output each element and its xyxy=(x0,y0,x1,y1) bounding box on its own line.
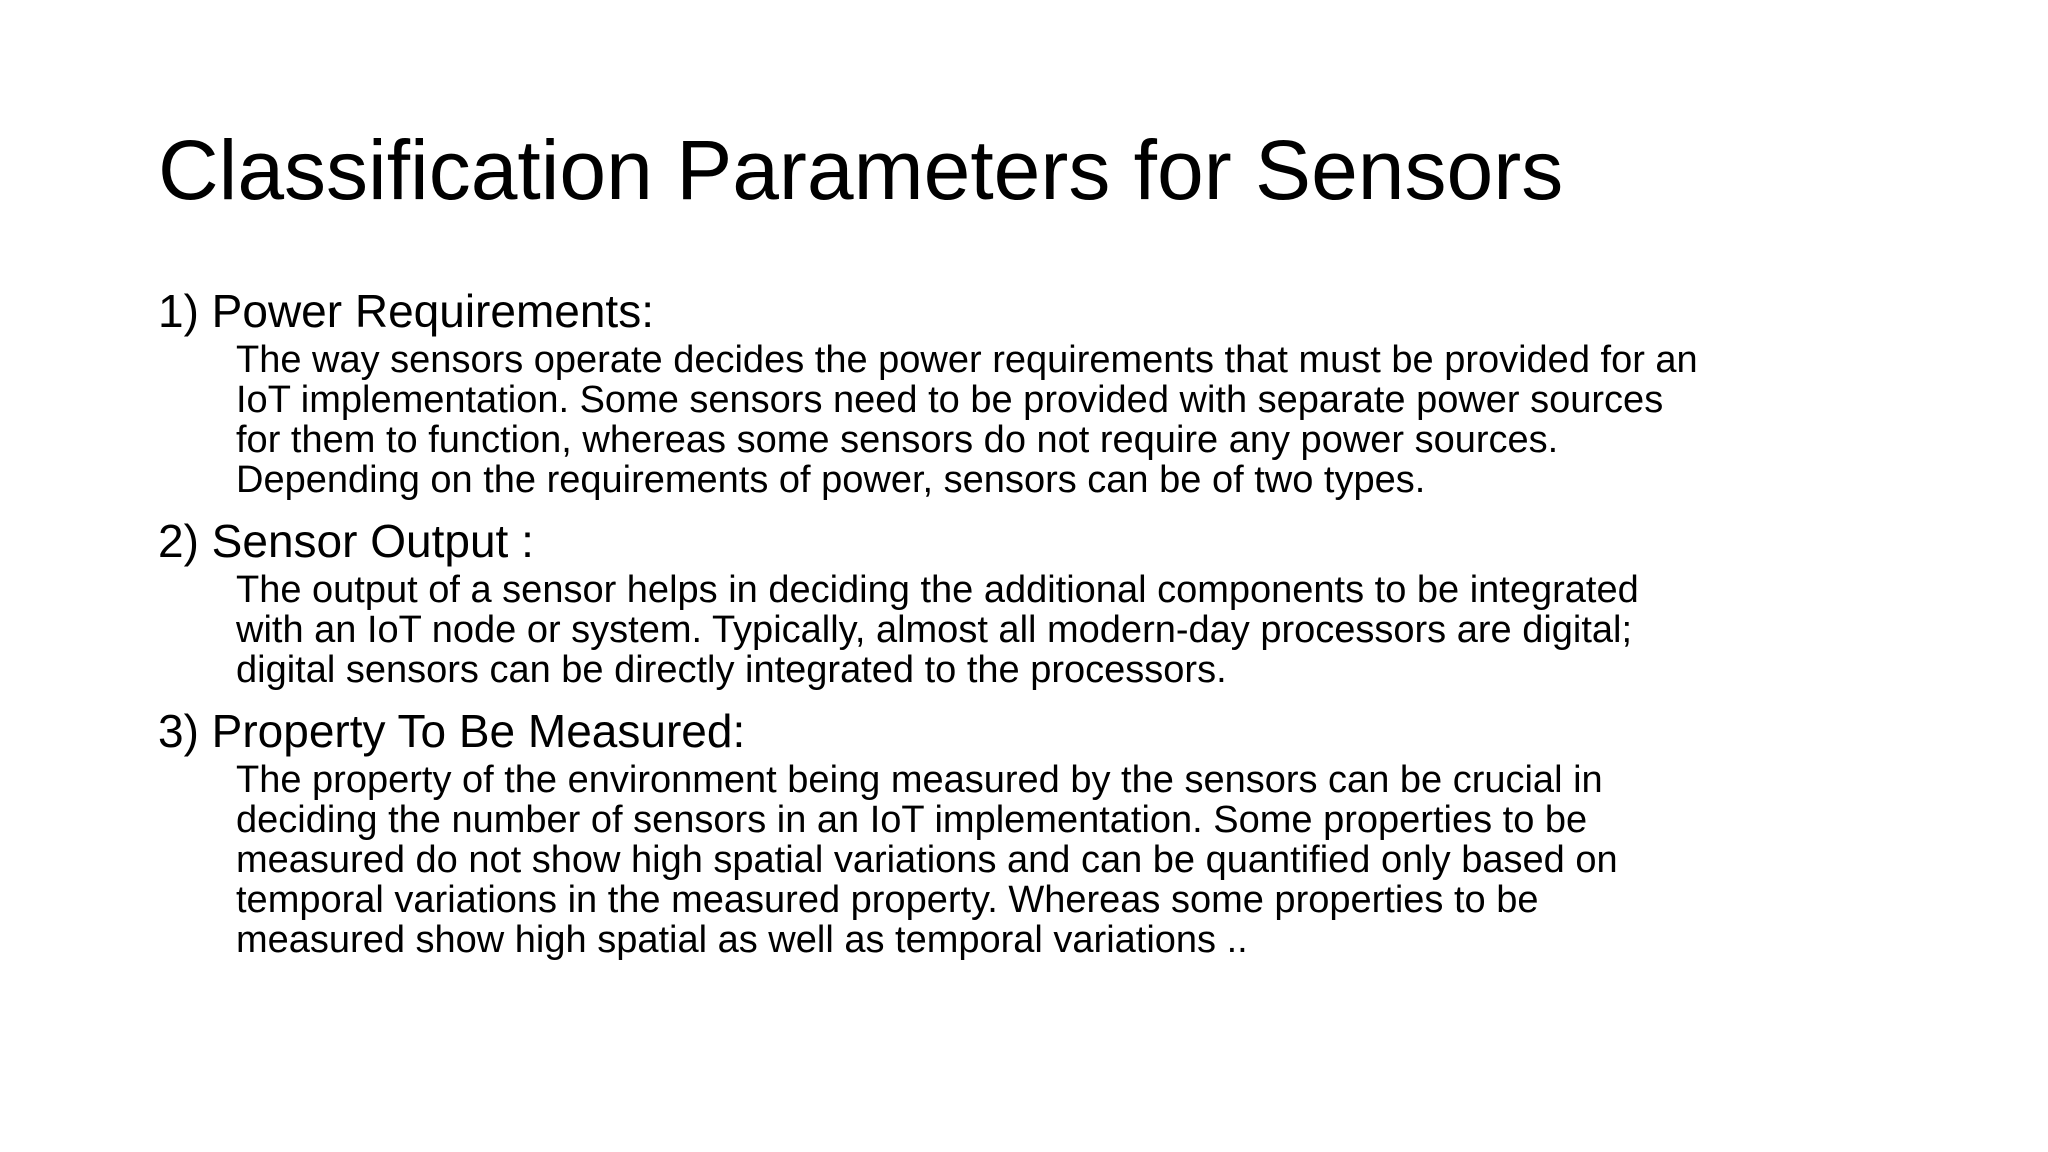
paragraph-line: deciding the number of sensors in an IoT implementation. Some properties to be xyxy=(236,799,1588,841)
paragraph-line: digital sensors can be directly integrated to the processors. xyxy=(236,649,1227,691)
paragraph-line: Depending on the requirements of power, sensors can be of two types. xyxy=(236,459,1426,501)
section-paragraph xyxy=(236,340,1956,500)
section-property-to-be-measured xyxy=(158,702,1988,960)
section-heading: 2) Sensor Output : xyxy=(158,515,534,567)
section-sensor-output xyxy=(158,512,1988,690)
slide-title: Classification Parameters for Sensors xyxy=(158,123,1564,217)
section-paragraph xyxy=(236,570,1956,690)
paragraph-line: The way sensors operate decides the power requirements that must be provided for an xyxy=(236,339,1698,381)
paragraph-line: with an IoT node or system. Typically, almost all modern-day processors are digital; xyxy=(236,609,1633,651)
paragraph-line: measured do not show high spatial variations and can be quantified only based on xyxy=(236,839,1618,881)
section-heading: 3) Property To Be Measured: xyxy=(158,705,746,757)
paragraph-line: IoT implementation. Some sensors need to be provided with separate power sources xyxy=(236,379,1664,421)
paragraph-line: The property of the environment being measured by the sensors can be crucial in xyxy=(236,759,1603,801)
paragraph-line: The output of a sensor helps in deciding the additional components to be integrated xyxy=(236,569,1639,611)
section-paragraph xyxy=(236,760,1956,960)
section-heading: 1) Power Requirements: xyxy=(158,285,654,337)
slide-content xyxy=(158,282,1988,972)
section-power-requirements xyxy=(158,282,1988,500)
paragraph-line: for them to function, whereas some sensors do not require any power sources. xyxy=(236,419,1559,461)
paragraph-line: temporal variations in the measured property. Whereas some properties to be xyxy=(236,879,1539,921)
paragraph-line: measured show high spatial as well as temporal variations .. xyxy=(236,919,1248,961)
